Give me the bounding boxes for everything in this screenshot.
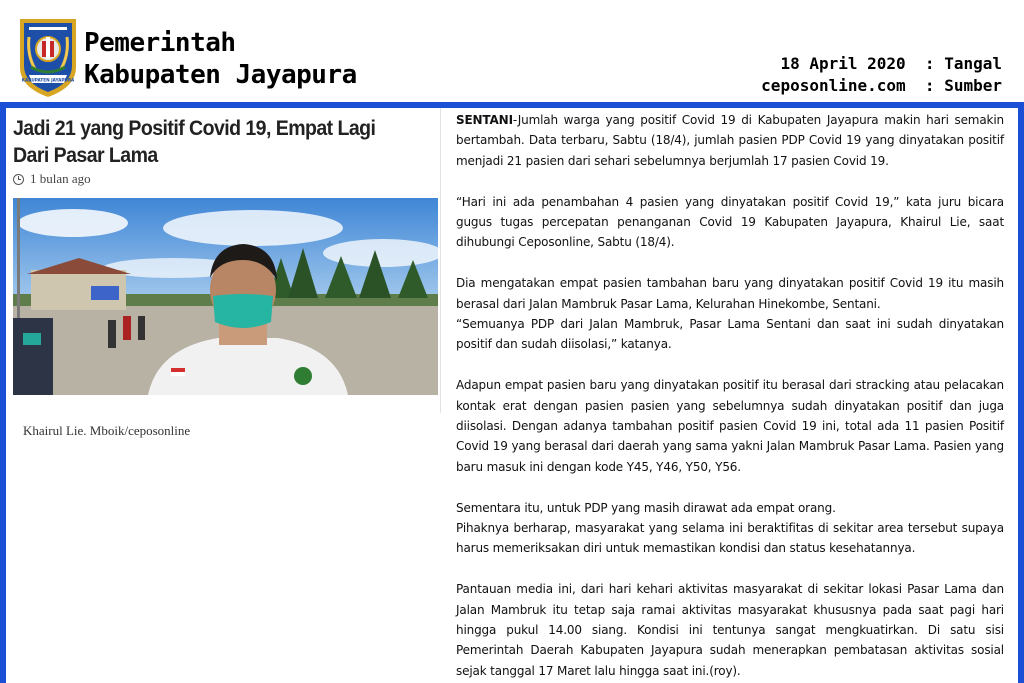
source-row: ceposonline.com : Sumber (761, 76, 1002, 95)
paragraph-7: Pihaknya berharap, masyarakat yang selama ini beraktifitas di sekitar area tersebut supaya harus memeriksakan diri untuk memastikan kondisi dan status kesehatannya. (456, 521, 1004, 556)
organization-name (84, 28, 357, 92)
paragraph-5: Adapun empat pasien baru yang dinyatakan positif itu berasal dari stracking atau pelacakan kontak erat dengan pasien pasien yang sebelumnya sudah dinyatakan positif dan juga diisolasi. Dengan adanya tambahan positif pasien Covid 19 ini, total ada 11 pasien Positif Covid 19 yang berasal dari daerah yang sama yakni Jalan Mambruk Pasar Lama. Pasien yang baru masuk ini dengan kode Y45, Y46, Y50, Y56. (456, 378, 1004, 474)
date-row: 18 April 2020 : Tangal (780, 54, 1002, 73)
logo-text: KABUPATEN JAYAPURA (21, 77, 75, 83)
header-meta (761, 53, 1002, 97)
dateline: SENTANI (456, 113, 513, 127)
time-text: 1 bulan ago (30, 171, 91, 186)
org-line-1: Pemerintah (84, 28, 236, 58)
clock-icon (13, 174, 24, 185)
article-time (13, 171, 91, 187)
article-headline[interactable]: Jadi 21 yang Positif Covid 19, Empat Lagi Dari Pasar Lama (13, 117, 376, 167)
jayapura-crest-logo (17, 15, 79, 99)
paragraph-1 (456, 110, 1004, 171)
photo-caption: Khairul Lie. Mboik/ceposonline (23, 423, 191, 438)
article-card (6, 108, 440, 683)
article-body (456, 110, 1004, 681)
paragraph-1-text: -Jumlah warga yang positif Covid 19 di Kabupaten Jayapura makin hari semakin bertambah. Data terbaru, Sabtu (18/4), jumlah pasien PDP Covid 19 yang dinyatakan positif menjadi 21 pasien dari sehari sebelumnya berjumlah 17 pasien Covid 19. (456, 113, 1004, 168)
paragraph-6: Sementara itu, untuk PDP yang masih dirawat ada empat orang. (456, 500, 836, 515)
paragraph-8: Pantauan media ini, dari hari kehari aktivitas masyarakat di sekitar lokasi Pasar Lama dan Jalan Mambruk itu tetap saja ramai aktivitas masyarakat khususnya pada saat pagi hari hingga pukul 14.00 siang. Kondisi ini tentunya sangat mengkuatirkan. Di satu sisi Pemerintah Daerah Kabupaten Jayapura sudah menerapkan pembatasan aktivitas sosial sejak tanggal 17 Maret lalu hingga saat ini.(roy). (456, 582, 1004, 678)
page-header (0, 0, 1024, 104)
org-line-2: Kabupaten Jayapura (84, 60, 357, 90)
paragraph-4: “Semuanya PDP dari Jalan Mambruk, Pasar Lama Sentani dan saat ini sudah dinyatakan positif dan sudah diisolasi,” katanya. (456, 317, 1004, 352)
column-divider (440, 108, 441, 413)
paragraph-2: “Hari ini ada penambahan 4 pasien yang dinyatakan positif Covid 19,” kata juru bicara gugus tugas percepatan penanganan Covid 19 Kabupaten Jayapura, Khairul Lie, saat dihubungi Ceposonline, Sabtu (18/4). (456, 194, 1004, 250)
paragraph-3: Dia mengatakan empat pasien tambahan baru yang dinyatakan positif Covid 19 itu masih berasal dari Jalan Mambruk Pasar Lama, Kelurahan Hinekombe, Sentani. (456, 276, 1004, 311)
article-photo (13, 198, 438, 395)
